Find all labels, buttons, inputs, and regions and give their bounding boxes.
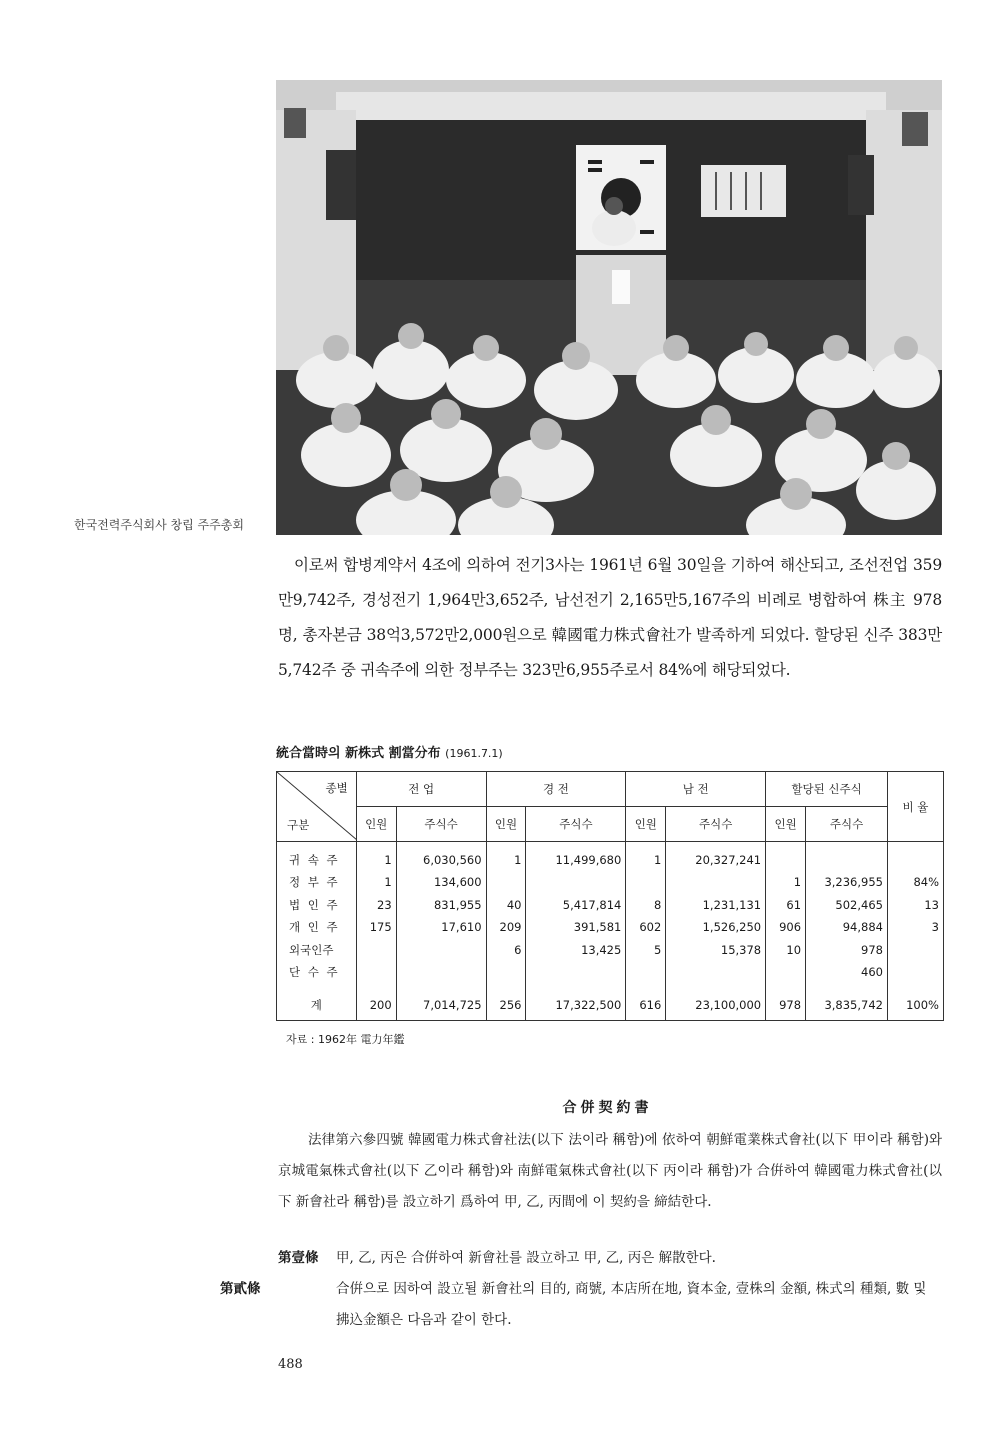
- cell: [806, 842, 888, 871]
- sub-header-people: 인원: [486, 807, 526, 842]
- table-title-text: 統合當時의 新株式 割當分布: [276, 746, 441, 761]
- cell: [396, 938, 486, 960]
- photo-caption: 한국전력주식회사 창립 주주총회: [74, 518, 244, 532]
- article-1: [278, 1243, 942, 1274]
- table-source: 자료 : 1962年 電力年鑑: [286, 1033, 405, 1046]
- cell: 209: [486, 916, 526, 938]
- cell: 13,425: [526, 938, 626, 960]
- group-header-gyeongjeon: 경 전: [486, 772, 626, 807]
- cell: [887, 842, 943, 871]
- cell: 20,327,241: [666, 842, 766, 871]
- cell: 3,236,955: [806, 871, 888, 893]
- cell: 8: [626, 893, 666, 915]
- cell: [526, 871, 626, 893]
- article-2-heading: 第貳條: [220, 1281, 261, 1297]
- article-2: [220, 1274, 942, 1336]
- cell: 831,955: [396, 893, 486, 915]
- cell: 3,835,742: [806, 989, 888, 1020]
- cell: 23: [356, 893, 396, 915]
- cell: 200: [356, 989, 396, 1020]
- cell: 978: [806, 938, 888, 960]
- cell: [626, 871, 666, 893]
- cell: 10: [766, 938, 806, 960]
- row-label: 귀 속 주: [277, 842, 357, 871]
- cell: 61: [766, 893, 806, 915]
- cell: 84%: [887, 871, 943, 893]
- corner-top-label: 종별: [325, 781, 348, 795]
- cell: 391,581: [526, 916, 626, 938]
- cell: 100%: [887, 989, 943, 1020]
- cell: 5,417,814: [526, 893, 626, 915]
- cell: [356, 961, 396, 990]
- cell: 6,030,560: [396, 842, 486, 871]
- sub-header-shares: 주식수: [806, 807, 888, 842]
- group-header-namjeon: 남 전: [626, 772, 766, 807]
- cell: 616: [626, 989, 666, 1020]
- sub-header-people: 인원: [766, 807, 806, 842]
- cell: 11,499,680: [526, 842, 626, 871]
- table-title: [276, 742, 503, 761]
- table-row: [277, 961, 944, 990]
- cell: [526, 961, 626, 990]
- cell: 13: [887, 893, 943, 915]
- corner-bottom-label: 구분: [287, 818, 310, 833]
- cell: 15,378: [666, 938, 766, 960]
- group-header-allocated: 할당된 신주식: [766, 772, 888, 807]
- cell: [486, 871, 526, 893]
- cell: 1,526,250: [666, 916, 766, 938]
- cell: 17,322,500: [526, 989, 626, 1020]
- cell: 978: [766, 989, 806, 1020]
- sub-header-shares: 주식수: [396, 807, 486, 842]
- cell: 460: [806, 961, 888, 990]
- shareholders-meeting-photo: [276, 80, 942, 535]
- cell: [666, 871, 766, 893]
- sub-header-shares: 주식수: [526, 807, 626, 842]
- cell: 1: [486, 842, 526, 871]
- sub-header-people: 인원: [356, 807, 396, 842]
- cell: 1: [356, 871, 396, 893]
- table-total-row: [277, 989, 944, 1020]
- body-paragraph: 이로써 합병계약서 4조에 의하여 전기3사는 1961년 6월 30일을 기하여 해산되고, 조선전업 359만9,742주, 경성전기 1,964만3,652주, 남선전기 2,165만5,167주의 비례로 병합하여 株主 978명, 총자본금 38억3,572만2,000원으로 韓國電力株式會社가 발족하게 되었다. 할당된 신주 383만5,742주 중 귀속주에 의한 정부주는 323만6,955주로서 84%에 해당되었다.: [278, 556, 942, 679]
- table-row: [277, 916, 944, 938]
- row-label: 개 인 주: [277, 916, 357, 938]
- cell: 256: [486, 989, 526, 1020]
- cell: 6: [486, 938, 526, 960]
- cell: [887, 938, 943, 960]
- cell: [626, 961, 666, 990]
- table-date: (1961.7.1): [445, 747, 503, 760]
- cell: 23,100,000: [666, 989, 766, 1020]
- table-row: [277, 938, 944, 960]
- cell: 7,014,725: [396, 989, 486, 1020]
- corner-cell: [277, 772, 357, 842]
- share-distribution-table: [276, 771, 944, 1021]
- cell: 5: [626, 938, 666, 960]
- cell: [766, 842, 806, 871]
- cell: 1: [626, 842, 666, 871]
- contract-title: 合併契約書: [562, 1100, 653, 1116]
- contract-intro: 法律第六參四號 韓國電力株式會社法(以下 法이라 稱함)에 依하여 朝鮮電業株式會社(以下 甲이라 稱함)와 京城電氣株式會社(以下 乙이라 稱함)와 南鮮電氣株式會社(以下 丙이라 稱함)가 合倂하여 韓國電力株式會社(以下 新會社라 稱함)를 設立하기 爲하여 甲, 乙, 丙間에 이 契約을 締結한다.: [278, 1132, 942, 1210]
- cell: [666, 961, 766, 990]
- sub-header-people: 인원: [626, 807, 666, 842]
- cell: 134,600: [396, 871, 486, 893]
- table-row: [277, 893, 944, 915]
- cell: [356, 938, 396, 960]
- total-label: 계: [277, 989, 357, 1020]
- table-row: [277, 842, 944, 871]
- cell: 40: [486, 893, 526, 915]
- cell: [766, 961, 806, 990]
- cell: 602: [626, 916, 666, 938]
- cell: 1,231,131: [666, 893, 766, 915]
- cell: [396, 961, 486, 990]
- article-1-body: 甲, 乙, 丙은 合倂하여 新會社를 設立하고 甲, 乙, 丙은 解散한다.: [336, 1250, 716, 1266]
- cell: 175: [356, 916, 396, 938]
- table-row: [277, 871, 944, 893]
- cell: 3: [887, 916, 943, 938]
- row-label: 단 수 주: [277, 961, 357, 990]
- row-label: 외국인주: [277, 938, 357, 960]
- row-label: 법 인 주: [277, 893, 357, 915]
- ratio-header: 비 율: [887, 772, 943, 842]
- group-header-jeonup: 전 업: [356, 772, 486, 807]
- cell: 1: [766, 871, 806, 893]
- cell: 94,884: [806, 916, 888, 938]
- row-label: 정 부 주: [277, 871, 357, 893]
- sub-header-shares: 주식수: [666, 807, 766, 842]
- article-2-body: 合倂으로 因하여 設立될 新會社의 目的, 商號, 本店所在地, 資本金, 壹株의 金額, 株式의 種類, 數 및 拂込金額은 다음과 같이 한다.: [336, 1281, 927, 1328]
- cell: [486, 961, 526, 990]
- cell: 502,465: [806, 893, 888, 915]
- cell: [887, 961, 943, 990]
- article-1-heading: 第壹條: [278, 1250, 319, 1266]
- cell: 906: [766, 916, 806, 938]
- meeting-hall-illustration: [276, 80, 942, 535]
- cell: 1: [356, 842, 396, 871]
- cell: 17,610: [396, 916, 486, 938]
- page-number: 488: [278, 1357, 303, 1372]
